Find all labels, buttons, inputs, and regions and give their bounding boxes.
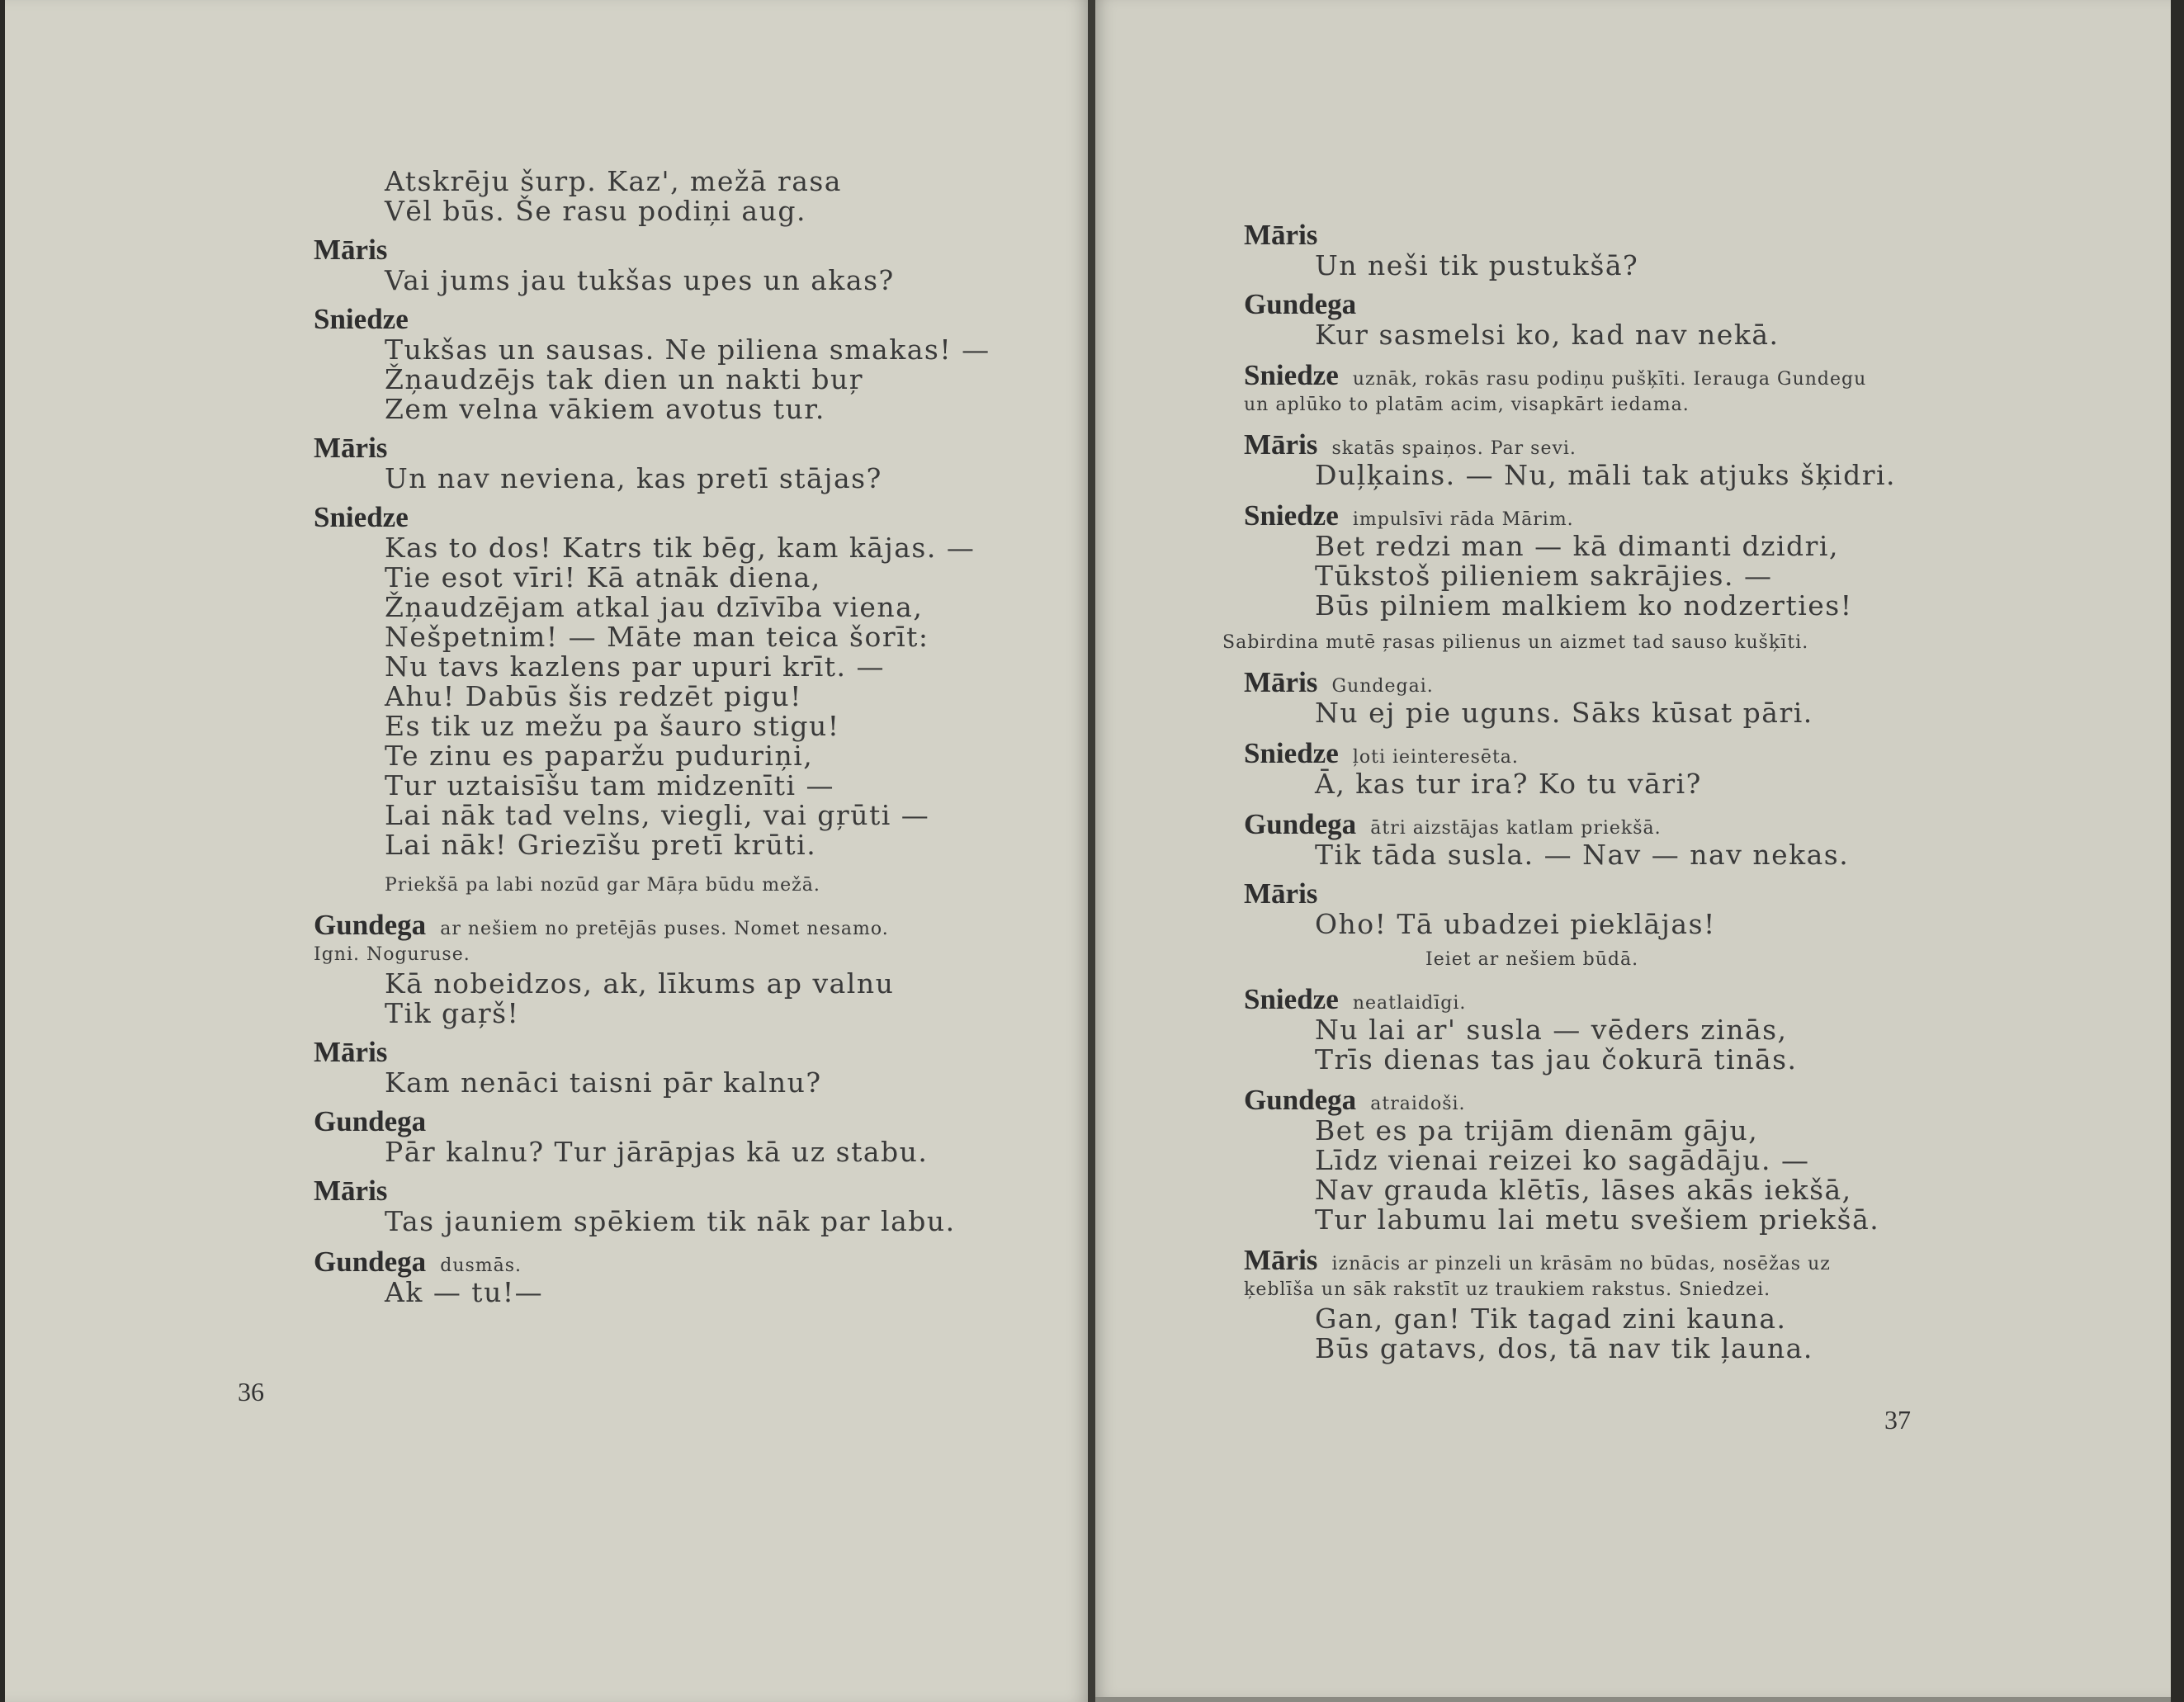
verse-block bbox=[1244, 251, 2069, 281]
verse-line: Ak — tu!— bbox=[385, 1276, 544, 1308]
speaker-name: Sniedze bbox=[1244, 499, 1339, 532]
speaker-name: Sniedze bbox=[1244, 737, 1339, 769]
verse-block bbox=[314, 335, 1040, 424]
verse-line: Kas to dos! Katrs tik bēg, kam kājas. — bbox=[385, 532, 976, 564]
speaker-name: Māris bbox=[1244, 428, 1318, 461]
right-page-text bbox=[1222, 211, 2069, 1364]
verse-line: Atskrēju šurp. Kaz', mežā rasa bbox=[385, 165, 842, 197]
speaker-name: Māris bbox=[314, 234, 388, 266]
verse-line: Tur uztaisīšu tam midzenīti — bbox=[385, 769, 835, 801]
speaker-with-direction bbox=[1244, 1245, 2069, 1276]
verse-line: Tūkstoš pilieniem sakrājies. — bbox=[1315, 560, 1773, 592]
verse-line: Līdz vienai reizei ko sagādāju. — bbox=[1315, 1144, 1810, 1176]
verse-block bbox=[314, 1278, 1040, 1307]
speaker-with-direction bbox=[1244, 809, 2069, 840]
speaker-name: Māris bbox=[1244, 1244, 1318, 1276]
verse-line: Vēl būs. Še rasu podiņi aug. bbox=[385, 195, 806, 227]
verse-line: Lai nāk! Griezīšu pretī krūti. bbox=[385, 829, 817, 861]
stage-direction: Sabirdina mutē ŗasas pilienus un aizmet tad sauso kušķīti. bbox=[1222, 632, 1809, 653]
speaker-name: Sniedze bbox=[314, 303, 409, 335]
speaker-name: Gundega bbox=[1244, 288, 1357, 320]
verse-line: Kur sasmelsi ko, kad nav nekā. bbox=[1315, 319, 1780, 351]
verse-line: Kam nenāci taisni pār kalnu? bbox=[385, 1066, 822, 1099]
verse-line: Būs pilniem malkiem ko nodzerties! bbox=[1315, 589, 1853, 622]
stage-direction-continued: un aplūko to platām acim, visapkārt iedama. bbox=[1244, 395, 1690, 415]
speaker-with-direction bbox=[1244, 360, 2069, 391]
verse-line: Ā, kas tur ira? Ko tu vāri? bbox=[1315, 768, 1702, 800]
verse-block bbox=[314, 464, 1040, 494]
verse-block bbox=[314, 533, 1040, 860]
stage-direction: dusmās. bbox=[440, 1255, 522, 1276]
speaker-name: Gundega bbox=[1244, 1084, 1357, 1116]
speaker-name: Māris bbox=[314, 1175, 388, 1207]
stage-direction: atraidoši. bbox=[1370, 1094, 1466, 1114]
stage-direction: impulsīvi rāda Mārim. bbox=[1352, 509, 1574, 530]
verse-line: Kā nobeidzos, ak, līkums ap valnu bbox=[385, 967, 895, 1000]
verse-block bbox=[314, 969, 1040, 1028]
verse-block bbox=[1244, 910, 2069, 939]
verse-line: Tik tāda susla. — Nav — nav nekas. bbox=[1315, 839, 1850, 871]
stage-direction: Priekšā pa labi nozūd gar Māŗa būdu mežā. bbox=[385, 875, 820, 896]
stage-direction: Ieiet ar nešiem būdā. bbox=[1425, 949, 1639, 970]
verse-line: Nu ej pie uguns. Sāks kūsat pāri. bbox=[1315, 697, 1813, 729]
verse-line: Vai jums jau tukšas upes un akas? bbox=[385, 264, 895, 296]
stage-direction: ar nešiem no pretējās puses. Nomet nesamo. bbox=[440, 919, 889, 939]
stage-direction: iznācis ar pinzeli un krāsām no būdas, nosēžas uz bbox=[1331, 1254, 1831, 1274]
verse-line: Tas jauniem spēkiem tik nāk par labu. bbox=[385, 1205, 956, 1237]
verse-line: Gan, gan! Tik tagad zini kauna. bbox=[1315, 1303, 1787, 1335]
stage-direction-continued: Igni. Noguruse. bbox=[314, 944, 470, 965]
verse-block bbox=[1244, 461, 2069, 490]
verse-block bbox=[314, 266, 1040, 295]
speaker-name: Māris bbox=[314, 432, 388, 464]
speaker-name: Māris bbox=[1244, 666, 1318, 698]
speaker-name: Gundega bbox=[1244, 808, 1357, 840]
speaker-name: Māris bbox=[1244, 219, 1318, 251]
stage-direction: ātri aizstājas katlam priekšā. bbox=[1370, 818, 1662, 839]
verse-line: Tik gaŗš! bbox=[385, 997, 520, 1029]
verse-line: Bet redzi man — kā dimanti dzidri, bbox=[1315, 530, 1839, 562]
verse-line: Nu lai ar' susla — vēders zinās, bbox=[1315, 1014, 1788, 1046]
verse-line: Nu tavs kazlens par upuri krīt. — bbox=[385, 650, 886, 683]
verse-block bbox=[1244, 532, 2069, 621]
verse-line: Žņaudzējam atkal jau dzīvība viena, bbox=[385, 591, 924, 623]
verse-block bbox=[1244, 1015, 2069, 1075]
stage-direction: Gundegai. bbox=[1331, 676, 1434, 697]
verse-block bbox=[1244, 698, 2069, 728]
page-number: 37 bbox=[1884, 1405, 1911, 1435]
right-page bbox=[1095, 0, 2171, 1702]
verse-line: Žņaudzējs tak dien un nakti buŗ bbox=[385, 363, 864, 395]
stage-direction: skatās spaiņos. Par sevi. bbox=[1331, 438, 1577, 459]
speaker-name: Sniedze bbox=[1244, 359, 1339, 391]
speaker-with-direction bbox=[1244, 429, 2069, 461]
verse-line: Duļķains. — Nu, māli tak atjuks šķidri. bbox=[1315, 459, 1897, 491]
verse-line: Tukšas un sausas. Ne piliena smakas! — bbox=[385, 333, 990, 366]
speaker-with-direction bbox=[314, 910, 1040, 941]
speaker-with-direction bbox=[1244, 984, 2069, 1015]
stage-direction: ļoti ieinteresēta. bbox=[1352, 747, 1519, 768]
verse-line: Oho! Tā ubadzei pieklājas! bbox=[1315, 908, 1716, 940]
left-page bbox=[5, 0, 1091, 1702]
verse-line: Bet es pa trijām dienām gāju, bbox=[1315, 1114, 1759, 1146]
verse-line: Ahu! Dabūs šis redzēt pigu! bbox=[385, 680, 802, 712]
verse-line: Tur labumu lai metu svešiem priekšā. bbox=[1315, 1203, 1880, 1236]
stage-direction-continued: ķeblīša un sāk rakstīt uz traukiem rakstus. Sniedzei. bbox=[1244, 1279, 1771, 1300]
page-number: 36 bbox=[238, 1377, 264, 1407]
speaker-name: Gundega bbox=[314, 1105, 427, 1137]
verse-block bbox=[1244, 1304, 2069, 1364]
verse-line: Es tik uz mežu pa šauro stigu! bbox=[385, 710, 840, 742]
verse-line: Nešpetnim! — Māte man teica šorīt: bbox=[385, 621, 929, 653]
verse-line: Tie esot vīri! Kā atnāk diena, bbox=[385, 561, 821, 593]
speaker-with-direction bbox=[314, 1246, 1040, 1278]
speaker-name: Māris bbox=[1244, 877, 1318, 910]
verse-line: Būs gatavs, dos, tā nav tik ļauna. bbox=[1315, 1332, 1813, 1364]
speaker-with-direction bbox=[1244, 500, 2069, 532]
speaker-with-direction bbox=[1244, 667, 2069, 698]
verse-line: Pār kalnu? Tur jārāpjas kā uz stabu. bbox=[385, 1136, 929, 1168]
verse-line: Trīs dienas tas jau čokurā tinās. bbox=[1315, 1043, 1798, 1076]
verse-block bbox=[1244, 840, 2069, 870]
verse-line: Zem velna vākiem avotus tur. bbox=[385, 393, 825, 425]
verse-block bbox=[314, 167, 1040, 226]
speaker-name: Sniedze bbox=[1244, 983, 1339, 1015]
verse-line: Lai nāk tad velns, viegli, vai gŗūti — bbox=[385, 799, 930, 831]
stage-direction: neatlaidīgi. bbox=[1352, 993, 1467, 1014]
speaker-name: Sniedze bbox=[314, 501, 409, 533]
verse-block bbox=[314, 1137, 1040, 1167]
verse-block bbox=[1244, 769, 2069, 799]
speaker-with-direction bbox=[1244, 738, 2069, 769]
verse-line: Nav grauda klētīs, lāses akās iekšā, bbox=[1315, 1174, 1852, 1206]
speaker-name: Gundega bbox=[314, 909, 427, 941]
verse-line: Un neši tik pustukšā? bbox=[1315, 249, 1639, 281]
verse-block bbox=[1244, 1116, 2069, 1235]
stage-direction: uznāk, rokās rasu podiņu pušķīti. Ierauga Gundegu bbox=[1352, 369, 1867, 390]
speaker-with-direction bbox=[1244, 1085, 2069, 1116]
verse-block bbox=[1244, 320, 2069, 350]
verse-block bbox=[314, 1207, 1040, 1236]
verse-line: Te zinu es paparžu puduriņi, bbox=[385, 740, 814, 772]
verse-line: Un nav neviena, kas pretī stājas? bbox=[385, 462, 882, 494]
left-page-text bbox=[314, 167, 1040, 1307]
verse-block bbox=[314, 1068, 1040, 1098]
speaker-name: Gundega bbox=[314, 1246, 427, 1278]
speaker-name: Māris bbox=[314, 1036, 388, 1068]
